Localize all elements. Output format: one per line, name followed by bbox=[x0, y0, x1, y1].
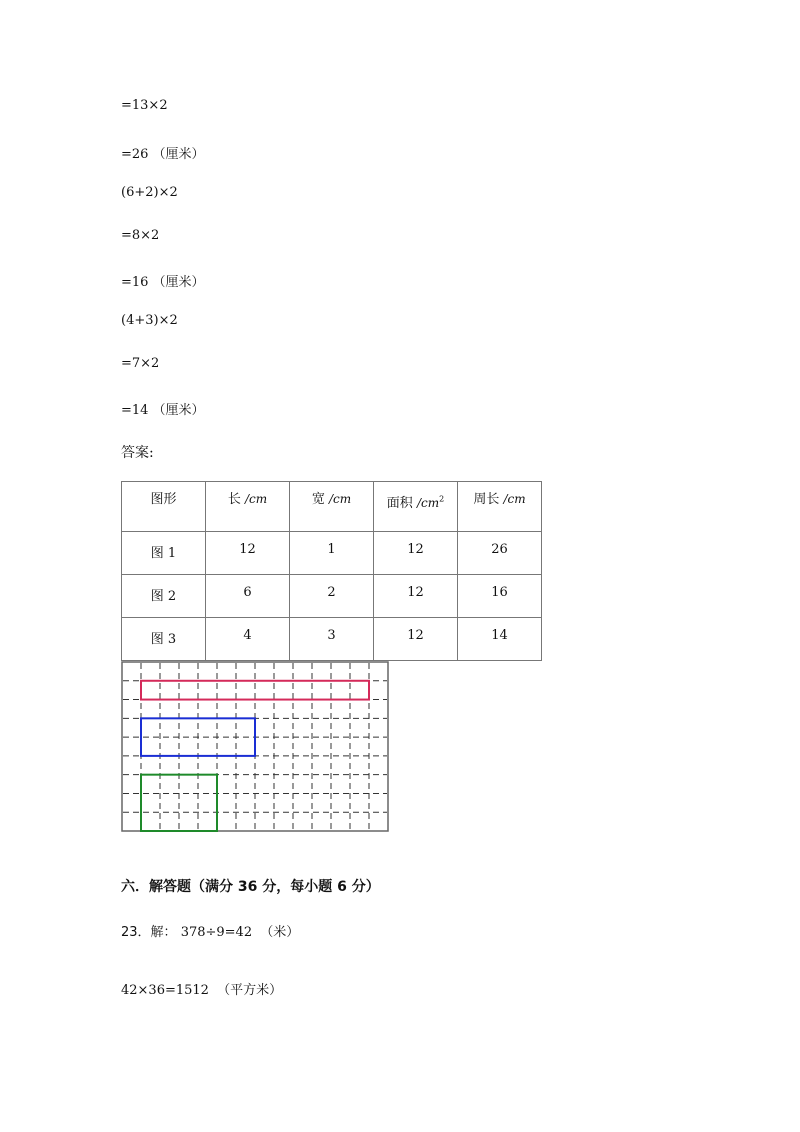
step-line: (6+2)×2 bbox=[121, 185, 178, 200]
table-cell: 图 2 bbox=[122, 575, 206, 618]
table-cell: 12 bbox=[206, 532, 290, 575]
question-23-line-2 bbox=[121, 979, 282, 998]
table-cell: 4 bbox=[206, 618, 290, 661]
table-cell: 6 bbox=[206, 575, 290, 618]
grid-figure bbox=[121, 661, 389, 832]
step-line: =8×2 bbox=[121, 228, 160, 243]
equation: 378÷9=42 bbox=[180, 925, 253, 940]
unit: （平方米） bbox=[217, 983, 283, 998]
table-row bbox=[122, 575, 542, 618]
table-row bbox=[122, 618, 542, 661]
question-23-line-1 bbox=[121, 921, 299, 940]
table-cell: 12 bbox=[374, 618, 458, 661]
step-line: =7×2 bbox=[121, 356, 160, 371]
table-cell: 14 bbox=[458, 618, 542, 661]
table-header-cell: 面积 $/cm^2$ bbox=[374, 482, 458, 532]
step-line: =13×2 bbox=[121, 98, 168, 113]
table-cell: 3 bbox=[290, 618, 374, 661]
section-title: 六．解答题（满分 36 分，每小题 6 分） bbox=[121, 879, 380, 895]
step-line: =14 （厘米） bbox=[121, 403, 205, 418]
step-line: =26 （厘米） bbox=[121, 147, 205, 162]
table-cell: 2 bbox=[290, 575, 374, 618]
table-row bbox=[122, 532, 542, 575]
answer-table bbox=[121, 481, 542, 661]
answer-label: 答案: bbox=[121, 445, 154, 461]
table-header-cell: 长 /cm bbox=[206, 482, 290, 532]
table-header-cell: 宽 /cm bbox=[290, 482, 374, 532]
table-cell: 1 bbox=[290, 532, 374, 575]
table-header-cell: 图形 bbox=[122, 482, 206, 532]
table-cell: 16 bbox=[458, 575, 542, 618]
table-header-row bbox=[122, 482, 542, 532]
step-line: =16 （厘米） bbox=[121, 275, 205, 290]
table-cell: 12 bbox=[374, 575, 458, 618]
table-header-cell: 周长 /cm bbox=[458, 482, 542, 532]
superscript-2: 2 bbox=[439, 494, 445, 504]
table-cell: 12 bbox=[374, 532, 458, 575]
unit: （米） bbox=[260, 925, 300, 940]
grid-svg bbox=[121, 661, 389, 832]
table-cell: 图 1 bbox=[122, 532, 206, 575]
step-line: (4+3)×2 bbox=[121, 313, 178, 328]
equation: 42×36=1512 bbox=[121, 983, 209, 998]
table-cell: 26 bbox=[458, 532, 542, 575]
question-prefix: 23．解： bbox=[121, 925, 177, 940]
table-cell: 图 3 bbox=[122, 618, 206, 661]
